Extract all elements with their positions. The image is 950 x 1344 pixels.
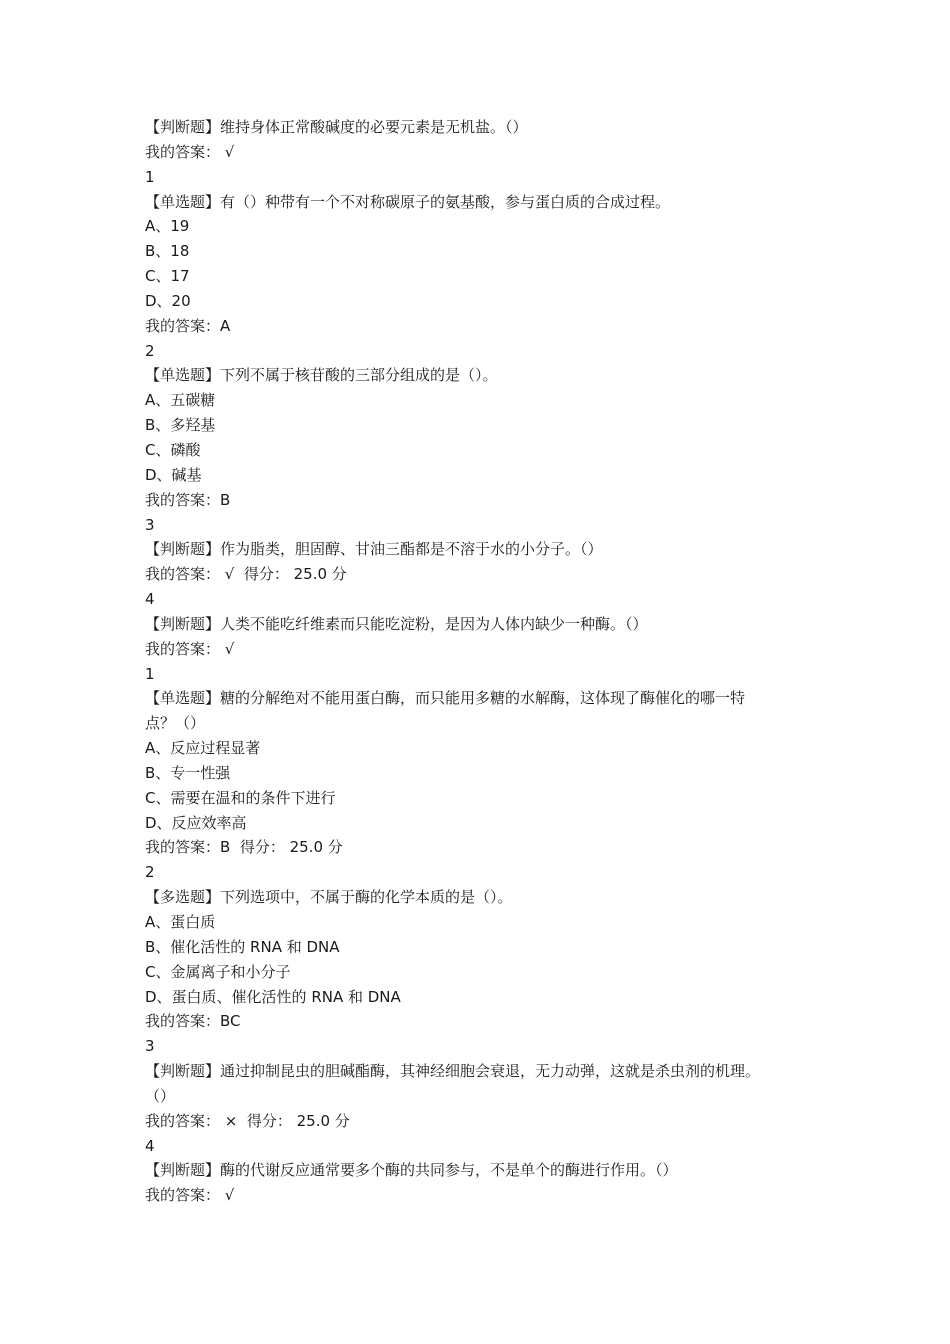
option-item: B、催化活性的 RNA 和 DNA <box>145 937 340 956</box>
question-number: 2 <box>145 863 155 882</box>
option-item: B、多羟基 <box>145 416 216 435</box>
option-item: D、碱基 <box>145 465 202 484</box>
question-text: 【判断题】酶的代谢反应通常要多个酶的共同参与，不是单个的酶进行作用。（） <box>145 1161 678 1180</box>
my-answer: 我的答案： × 得分： 25.0 分 <box>145 1111 350 1130</box>
my-answer: 我的答案：A <box>145 316 231 335</box>
text-line: 点？（） <box>145 714 206 733</box>
my-answer: 我的答案：BC <box>145 1012 241 1031</box>
question-text: 【判断题】作为脂类，胆固醇、甘油三酯都是不溶于水的小分子。（） <box>145 540 603 559</box>
option-item: C、磷酸 <box>145 440 201 459</box>
option-item: D、反应效率高 <box>145 813 247 832</box>
my-answer: 我的答案： √ <box>145 142 235 161</box>
question-text: 【判断题】通过抑制昆虫的胆碱酯酶，其神经细胞会衰退，无力动弹，这就是杀虫剂的机理。 <box>145 1062 761 1081</box>
question-text: 【判断题】人类不能吃纤维素而只能吃淀粉，是因为人体内缺少一种酶。（） <box>145 614 648 633</box>
question-text: 【单选题】有（）种带有一个不对称碳原子的氨基酸，参与蛋白质的合成过程。 <box>145 192 671 211</box>
option-item: A、19 <box>145 217 190 236</box>
question-number: 2 <box>145 341 155 360</box>
question-number: 3 <box>145 1037 155 1056</box>
option-item: D、20 <box>145 291 191 310</box>
option-item: C、需要在温和的条件下进行 <box>145 788 336 807</box>
option-item: D、蛋白质、催化活性的 RNA 和 DNA <box>145 987 401 1006</box>
my-answer: 我的答案： √ 得分： 25.0 分 <box>145 565 347 584</box>
question-number: 4 <box>145 1136 155 1155</box>
option-item: A、五碳糖 <box>145 391 216 410</box>
text-line: （） <box>145 1086 176 1105</box>
question-number: 1 <box>145 167 155 186</box>
question-text: 【判断题】维持身体正常酸碱度的必要元素是无机盐。（） <box>145 118 528 136</box>
my-answer: 我的答案： √ <box>145 639 235 658</box>
question-number: 3 <box>145 515 155 534</box>
option-item: C、金属离子和小分子 <box>145 962 291 981</box>
option-item: B、专一性强 <box>145 763 231 782</box>
option-item: A、蛋白质 <box>145 913 216 931</box>
question-number: 4 <box>145 590 155 609</box>
option-item: A、反应过程显著 <box>145 739 261 758</box>
option-item: C、17 <box>145 267 190 286</box>
my-answer: 我的答案：B <box>145 490 231 509</box>
question-text: 【单选题】糖的分解绝对不能用蛋白酶，而只能用多糖的水解酶，这体现了酶催化的哪一特 <box>145 689 746 708</box>
question-text: 【单选题】下列不属于核苷酸的三部分组成的是（）。 <box>145 366 498 385</box>
document-body <box>145 115 825 1208</box>
my-answer: 我的答案：B 得分： 25.0 分 <box>145 838 343 857</box>
option-item: B、18 <box>145 242 190 261</box>
question-text: 【多选题】下列选项中，不属于酶的化学本质的是（）。 <box>145 888 513 907</box>
question-number: 1 <box>145 664 155 683</box>
my-answer: 我的答案： √ <box>145 1186 235 1205</box>
